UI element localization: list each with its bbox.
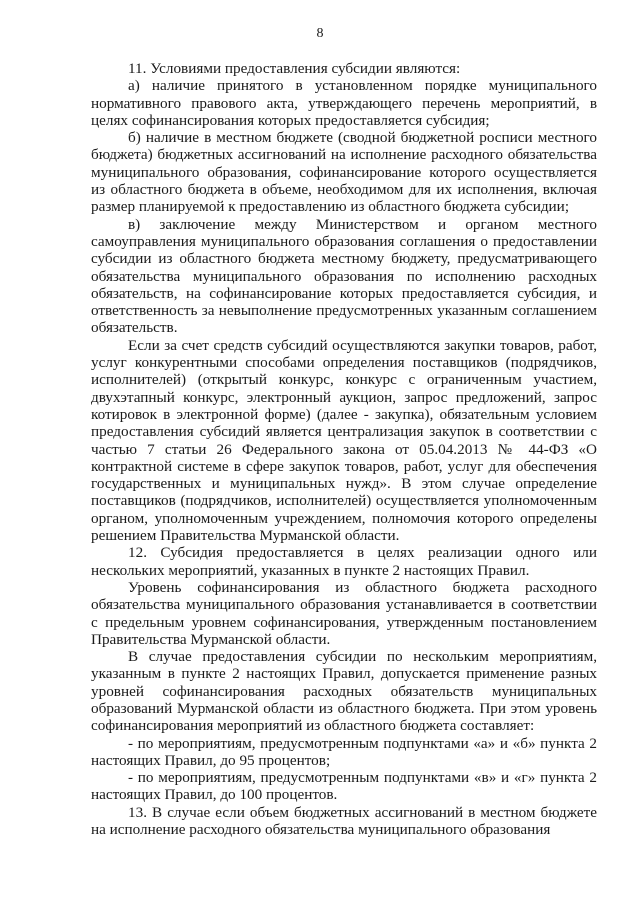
list-item-100-percent: - по мероприятиям, предусмотренным подпунктами «в» и «г» пункта 2 настоящих Правил, до 100 процентов. xyxy=(91,769,597,804)
page-number: 8 xyxy=(316,26,324,41)
paragraph-11-b: б) наличие в местном бюджете (сводной бюджетной росписи местного бюджета) бюджетных ассигнований на исполнение расходного обязательства муниципального образования, софинансирование которого осуществляется из областного бюджета в объеме, необходимом для их исполнения, включая размер планируемой к предоставлению из областного бюджета субсидии; xyxy=(91,129,597,216)
paragraph-cofinancing-level: Уровень софинансирования из областного бюджета расходного обязательства муниципального образования устанавливается в соответствии с предельным уровнем софинансирования, утвержденным постановлением Правительства Мурманской области. xyxy=(91,578,597,648)
paragraph-12: 12. Субсидия предоставляется в целях реализации одного или нескольких мероприятий, указанных в пункте 2 настоящих Правил. xyxy=(91,544,597,579)
paragraph-11-v: в) заключение между Министерством и органом местного самоуправления муниципального образования соглашения о предоставлении субсидии из областного бюджета местному бюджету, предусматривающего обязательства муниципального образования по исполнению расходных обязательств, на софинансирование которых предоставляется субсидия, и ответственность за невыполнение предусмотренных указанным соглашением обязательств. xyxy=(91,215,597,337)
paragraph-13: 13. В случае если объем бюджетных ассигнований в местном бюджете на исполнение расходного обязательства муниципального образования xyxy=(91,803,597,839)
paragraph-procurement: Если за счет средств субсидий осуществляются закупки товаров, работ, услуг конкурентными способами определения поставщиков (подрядчиков, исполнителей) (открытый конкурс, конкурс с ограниченным участием, двухэтапный конкурс, электронный аукцион, запрос предложений, запрос котировок в электронной форме) (далее - закупка), обязательным условием предоставления субсидий является централизация закупок в соответствии с частью 7 статьи 26 Федерального закона от 05.04.2013 № 44-ФЗ «О контрактной системе в сфере закупок товаров, работ, услуг для обеспечения государственных и муниципальных нужд». В этом случае определение поставщиков (подрядчиков, исполнителей) осуществляется уполномоченным органом, уполномоченным учреждением, полномочия которого определены решением Правительства Мурманской области. xyxy=(91,336,597,545)
list-item-95-percent: - по мероприятиям, предусмотренным подпунктами «а» и «б» пункта 2 настоящих Правил, до 95 процентов; xyxy=(91,734,597,769)
paragraph-11-a: а) наличие принятого в установленном порядке муниципального нормативного правового акта, утверждающего перечень мероприятий, в целях софинансирования которых предоставляется субсидия; xyxy=(91,77,597,129)
document-body xyxy=(91,60,597,838)
paragraph-multiple-activities: В случае предоставления субсидии по нескольким мероприятиям, указанным в пункте 2 настоящих Правил, допускается применение разных уровней софинансирования расходных обязательств муниципальных образований Мурманской области из областного бюджета. При этом уровень софинансирования мероприятий из областного бюджета составляет: xyxy=(91,648,597,735)
paragraph-11: 11. Условиями предоставления субсидии являются: xyxy=(128,60,461,77)
